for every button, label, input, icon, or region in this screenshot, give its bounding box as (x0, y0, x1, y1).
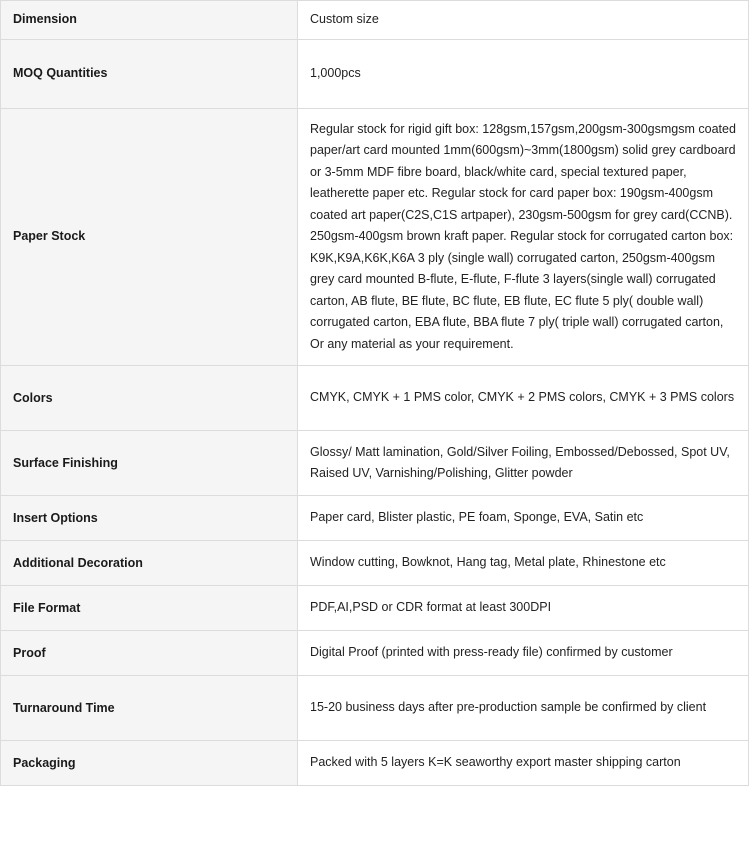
row-label: Packaging (1, 741, 298, 786)
row-value: Paper card, Blister plastic, PE foam, Sponge, EVA, Satin etc (298, 496, 749, 541)
row-value: Custom size (298, 1, 749, 40)
specification-table-body (1, 1, 749, 786)
row-label: Dimension (1, 1, 298, 40)
row-label: Surface Finishing (1, 431, 298, 496)
table-row (1, 431, 749, 496)
row-label: Additional Decoration (1, 541, 298, 586)
table-row (1, 541, 749, 586)
table-row (1, 496, 749, 541)
row-label: Paper Stock (1, 108, 298, 366)
row-value: PDF,AI,PSD or CDR format at least 300DPI (298, 586, 749, 631)
table-row (1, 366, 749, 431)
table-row (1, 1, 749, 40)
row-value: CMYK, CMYK + 1 PMS color, CMYK + 2 PMS colors, CMYK + 3 PMS colors (298, 366, 749, 431)
row-value: Digital Proof (printed with press-ready file) confirmed by customer (298, 631, 749, 676)
row-value: Regular stock for rigid gift box: 128gsm,157gsm,200gsm-300gsmgsm coated paper/art card mounted 1mm(600gsm)~3mm(1800gsm) solid grey cardboard or 3-5mm MDF fibre board, black/white card, special textured paper, leatherette paper etc. Regular stock for card paper box: 190gsm-400gsm coated art paper(C2S,C1S artpaper), 230gsm-500gsm for grey card(CCNB). 250gsm-400gsm brown kraft paper. Regular stock for corrugated carton box: K9K,K9A,K6K,K6A 3 ply (single wall) corrugated carton, 250gsm-400gsm grey card mounted B-flute, E-flute, F-flute 3 layers(single wall) corrugated carton, AB flute, BE flute, BC flute, EB flute, EC flute 5 ply( double wall) corrugated carton, EBA flute, BBA flute 7 ply( triple wall) corrugated carton, Or any material as your requirement. (298, 108, 749, 366)
table-row (1, 108, 749, 366)
row-label: Colors (1, 366, 298, 431)
row-label: Turnaround Time (1, 676, 298, 741)
table-row (1, 631, 749, 676)
row-label: File Format (1, 586, 298, 631)
table-row (1, 741, 749, 786)
row-value: Glossy/ Matt lamination, Gold/Silver Foiling, Embossed/Debossed, Spot UV, Raised UV, Varnishing/Polishing, Glitter powder (298, 431, 749, 496)
row-value: Packed with 5 layers K=K seaworthy export master shipping carton (298, 741, 749, 786)
row-value: 15-20 business days after pre-production sample be confirmed by client (298, 676, 749, 741)
table-row (1, 39, 749, 108)
row-label: Insert Options (1, 496, 298, 541)
row-label: MOQ Quantities (1, 39, 298, 108)
table-row (1, 676, 749, 741)
row-value: Window cutting, Bowknot, Hang tag, Metal plate, Rhinestone etc (298, 541, 749, 586)
row-label: Proof (1, 631, 298, 676)
row-value: 1,000pcs (298, 39, 749, 108)
table-row (1, 586, 749, 631)
